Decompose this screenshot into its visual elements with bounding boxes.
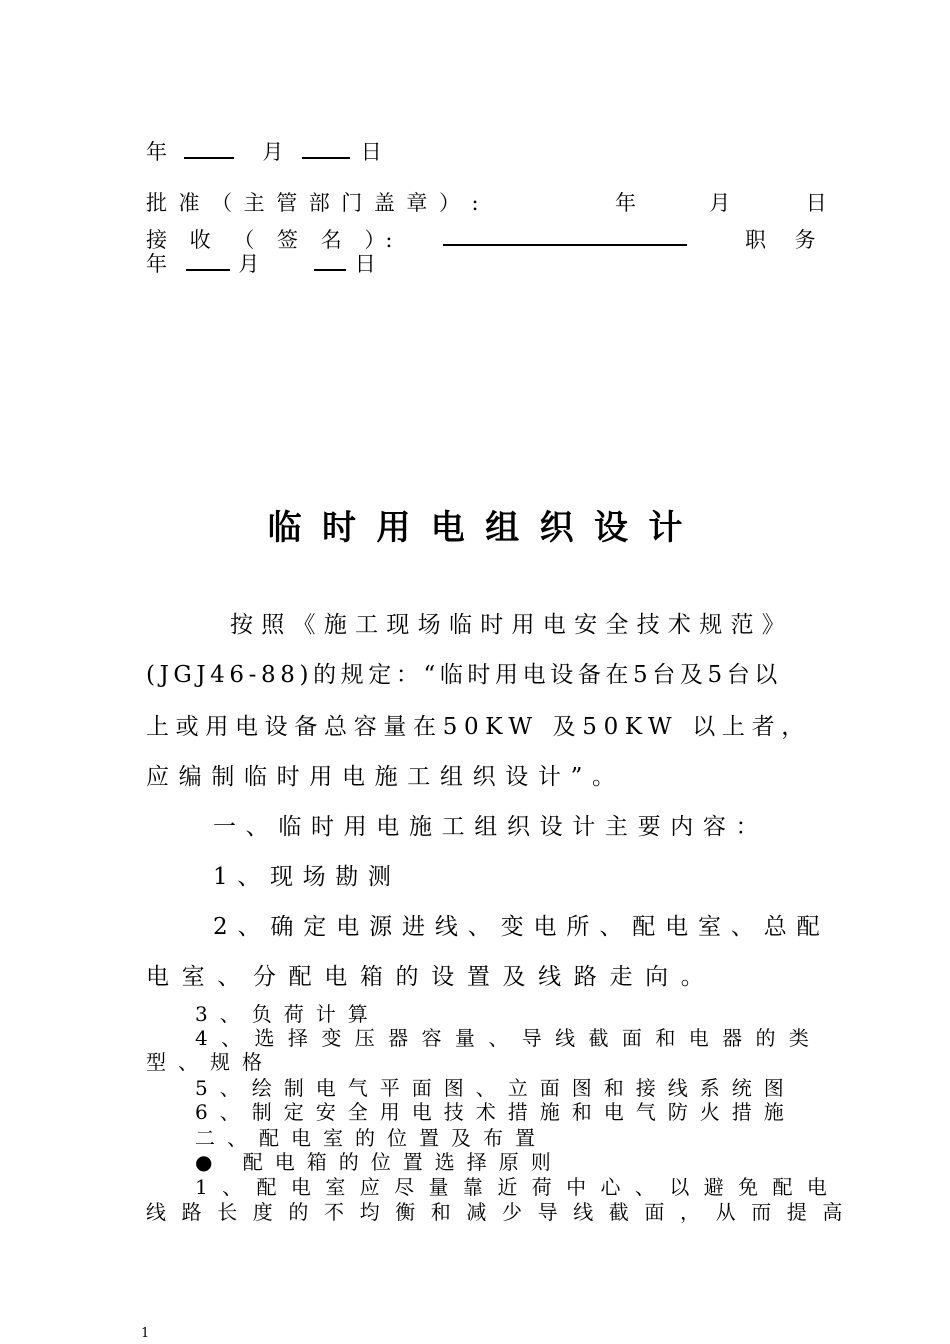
approve-month: 月: [709, 191, 731, 215]
month-blank-2: [314, 253, 346, 271]
paragraph-line: (JGJ46-88)的规定：“临时用电设备在5台及5台以: [146, 662, 782, 688]
page-number: 1: [141, 1326, 150, 1341]
paragraph-line: 2、确定电源进线、变电所、配电室、总配: [213, 914, 830, 940]
day-label-2: 日: [354, 252, 376, 276]
section-heading: 二、配电室的位置及布置: [195, 1126, 547, 1150]
paragraph-line: 按照《施工现场临时用电安全技术规范》: [230, 612, 794, 638]
year-label-2: 年: [146, 252, 167, 276]
approve-line: [146, 187, 490, 217]
section-heading: 一、临时用电施工组织设计主要内容：: [213, 814, 769, 840]
paragraph-line: 电室、分配电箱的设置及线路走向。: [146, 964, 717, 990]
list-item: 4、选择变压器容量、导线截面和电器的类: [195, 1026, 823, 1050]
paragraph-line: 1、现场勘测: [213, 864, 401, 890]
date-line-2: [146, 248, 376, 278]
approve-year: 年: [615, 191, 636, 215]
list-item: 5、绘制电气平面图、立面图和接线系统图: [195, 1076, 796, 1100]
list-item: ● 配电箱的位置选择原则: [195, 1150, 563, 1174]
list-item: 6、制定安全用电技术措施和电气防火措施: [195, 1100, 796, 1124]
document-title: 临时用电组织设计: [267, 508, 703, 548]
month-label-2: 月: [238, 252, 260, 276]
month-label: 月: [262, 140, 284, 164]
list-item: 线路长度的不均衡和减少导线截面，从而提高: [146, 1200, 858, 1224]
approve-date: [615, 187, 827, 217]
approve-label: 批准（主管部门盖章）:: [146, 191, 491, 215]
paragraph-line: 应编制临时用电施工组织设计”。: [146, 764, 625, 790]
year-label: 年: [146, 140, 167, 164]
signature-blank: [443, 228, 687, 246]
year-blank: [184, 141, 234, 159]
date-line-1: [146, 136, 382, 166]
month-blank: [302, 141, 350, 159]
position-label: 职 务: [745, 228, 816, 252]
list-item: 1、配电室应尽量靠近荷中心、以避免配电: [195, 1175, 842, 1199]
year-blank-2: [186, 253, 230, 271]
paragraph-line: 上或用电设备总容量在50KW 及50KW 以上者，: [146, 714, 811, 740]
list-item: 型、规格: [146, 1050, 274, 1074]
receive-label: 接 收 （ 签 名 ）:: [146, 228, 393, 252]
list-item: 3、负荷计算: [195, 1002, 380, 1026]
approve-day: 日: [805, 191, 827, 215]
day-label: 日: [360, 140, 382, 164]
